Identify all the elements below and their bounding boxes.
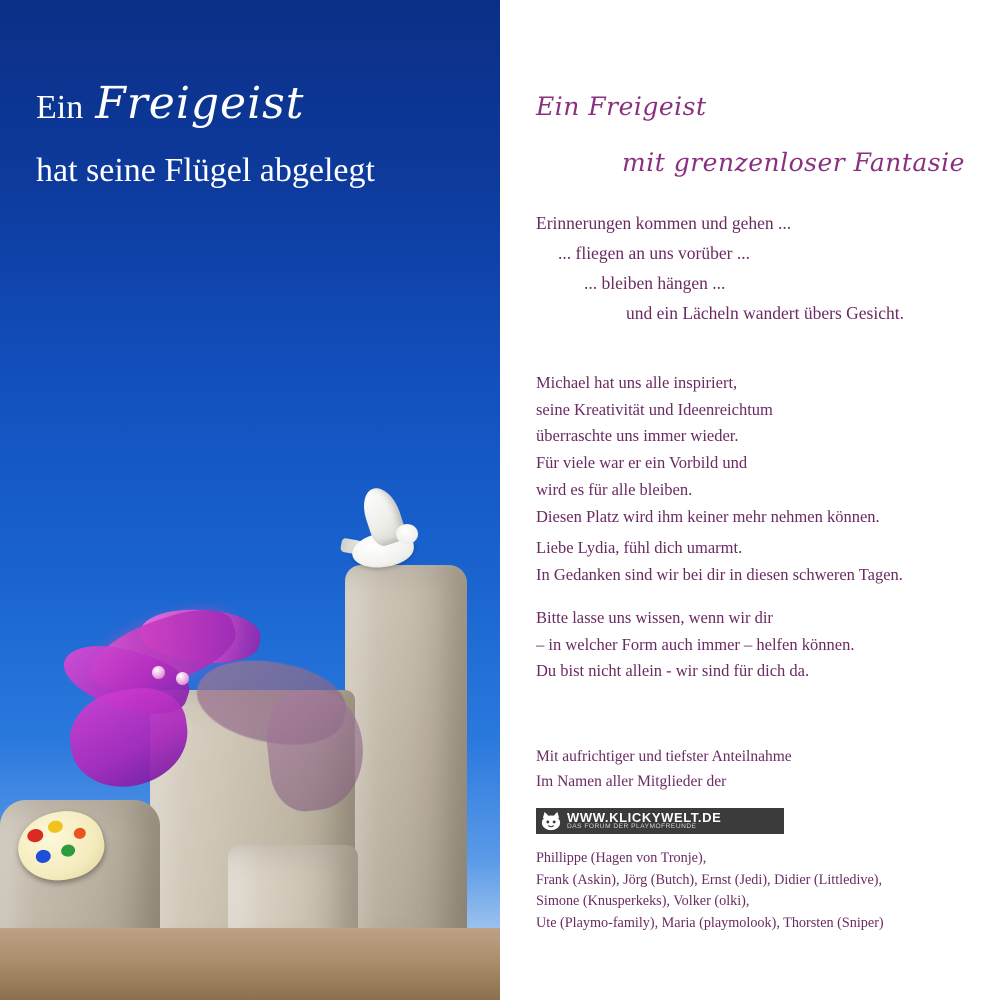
stone-block-tall bbox=[345, 565, 467, 955]
signoff-text bbox=[536, 745, 976, 795]
poem-title-line-2: mit grenzenloser Fantasie bbox=[622, 148, 965, 177]
tribute-p3-line-2: – in welcher Form auch immer – helfen können. bbox=[536, 634, 855, 654]
logo-main-text: WWW.KLICKYWELT.DE bbox=[567, 810, 722, 826]
tribute-p1-line-4: Für viele war er ein Vorbild und bbox=[536, 453, 748, 473]
tribute-p1-line-1: Michael hat uns alle inspiriert, bbox=[536, 373, 738, 392]
tribute-paragraph-3 bbox=[536, 605, 986, 685]
klickywelt-logo[interactable] bbox=[536, 808, 784, 834]
palette-blob-blue bbox=[35, 848, 52, 864]
tribute-p2-line-1: Liebe Lydia, fühl dich umarmt. bbox=[536, 538, 743, 557]
palette-blob-orange bbox=[73, 827, 87, 840]
names-line-2: Frank (Askin), Jörg (Butch), Ernst (Jedi), Didier (Littledive), bbox=[536, 871, 883, 888]
names-line-1: Phillippe (Hagen von Tronje), bbox=[536, 850, 707, 866]
logo-text-block bbox=[567, 811, 721, 831]
wing-bead-left bbox=[152, 666, 165, 679]
names-line-4: Ute (Playmo-family), Maria (playmolook), Thorsten (Sniper) bbox=[536, 914, 884, 931]
verse-line-3: ... bleiben hängen ... bbox=[584, 273, 726, 294]
text-panel bbox=[500, 0, 1000, 1000]
signoff-line-1: Mit aufrichtiger und tiefster Anteilnahme bbox=[536, 748, 792, 765]
poem-title-line-1: Ein Freigeist bbox=[536, 92, 707, 121]
poem-verse bbox=[536, 208, 976, 328]
dove-head-icon bbox=[396, 524, 418, 544]
palette-blob-green bbox=[60, 843, 76, 858]
ground-surface bbox=[0, 928, 500, 1000]
tribute-paragraph-2 bbox=[536, 535, 986, 588]
signatory-names bbox=[536, 848, 986, 934]
logo-sub-text: DAS FORUM DER PLAYMOFREUNDE bbox=[567, 823, 697, 831]
palette-blob-red bbox=[26, 828, 44, 844]
photo-headline-line-1 bbox=[36, 78, 304, 129]
tribute-p1-line-5: wird es für alle bleiben. bbox=[536, 479, 693, 499]
verse-line-2: ... fliegen an uns vorüber ... bbox=[558, 243, 750, 264]
cat-face-icon bbox=[540, 811, 562, 831]
tribute-p1-line-3: überraschte uns immer wieder. bbox=[536, 426, 739, 446]
tribute-p1-line-6: Diesen Platz wird ihm keiner mehr nehmen können. bbox=[536, 506, 880, 526]
names-line-3: Simone (Knusperkeks), Volker (olki), bbox=[536, 893, 750, 910]
tribute-p2-line-2: In Gedanken sind wir bei dir in diesen schweren Tagen. bbox=[536, 564, 903, 584]
tribute-p3-line-3: Du bist nicht allein - wir sind für dich da. bbox=[536, 661, 810, 681]
tribute-p1-line-2: seine Kreativität und Ideenreichtum bbox=[536, 399, 773, 419]
verse-line-1: Erinnerungen kommen und gehen ... bbox=[536, 213, 792, 233]
tribute-p3-line-1: Bitte lasse uns wissen, wenn wir dir bbox=[536, 608, 773, 627]
verse-line-4: und ein Lächeln wandert übers Gesicht. bbox=[626, 303, 904, 324]
photo-headline-script: Freigeist bbox=[95, 78, 305, 129]
wing-bead-right bbox=[176, 672, 189, 685]
palette-blob-yellow bbox=[47, 819, 64, 834]
signoff-line-2: Im Namen aller Mitglieder der bbox=[536, 772, 727, 790]
tribute-paragraph-1 bbox=[536, 370, 986, 530]
photo-headline-pre: Ein bbox=[36, 89, 84, 126]
photo-headline-line-2: hat seine Flügel abgelegt bbox=[36, 152, 375, 189]
